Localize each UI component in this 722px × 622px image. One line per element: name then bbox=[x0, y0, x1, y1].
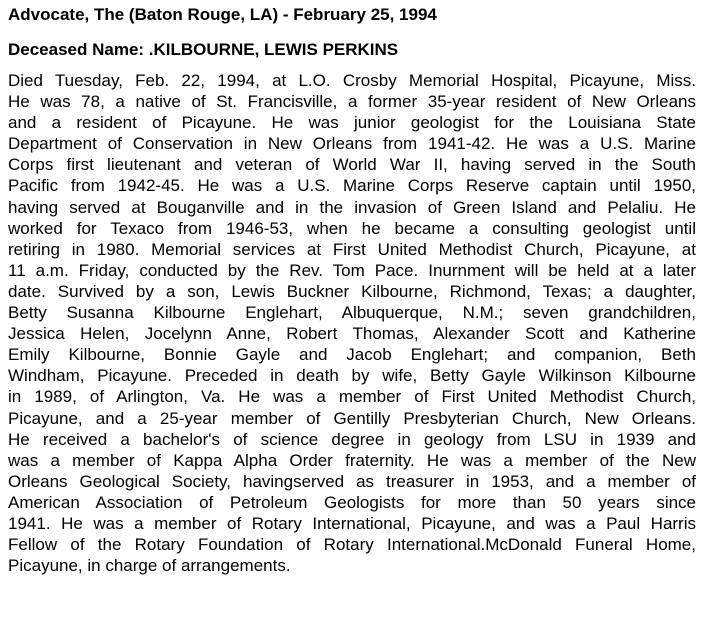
deceased-name-heading: Deceased Name: .KILBOURNE, LEWIS PERKINS bbox=[8, 40, 399, 59]
obituary-line: Jessica Helen, Jocelynn Anne, Robert Thomas, Alexander Scott and Katherine bbox=[8, 324, 696, 344]
obituary-line: He was 78, a native of St. Francisville, a former 35-year resident of New Orleans bbox=[8, 92, 696, 112]
obituary-line: Fellow of the Rotary Foundation of Rotary International.McDonald Funeral Home, bbox=[8, 535, 696, 555]
obituary-line: Betty Susanna Kilbourne Englehart, Albuquerque, N.M.; seven grandchildren, bbox=[8, 303, 696, 323]
obituary-line: Picayune, in charge of arrangements. bbox=[8, 556, 291, 576]
obituary-line: Department of Conservation in New Orleans from 1941-42. He was a U.S. Marine bbox=[8, 134, 696, 154]
obituary-line: Picayune, and a 25-year member of Gentilly Presbyterian Church, New Orleans. bbox=[8, 408, 696, 428]
obituary-line: American Association of Petroleum Geologists for more than 50 years since bbox=[8, 492, 696, 512]
obituary-line: Emily Kilbourne, Bonnie Gayle and Jacob Englehart; and companion, Beth bbox=[8, 345, 696, 365]
obituary-document bbox=[8, 2, 696, 576]
source-heading: Advocate, The (Baton Rouge, LA) - February 25, 1994 bbox=[8, 5, 437, 24]
obituary-line: Pacific from 1942-45. He was a U.S. Marine Corps Reserve captain until 1950, bbox=[8, 176, 696, 196]
obituary-line: Windham, Picayune. Preceded in death by wife, Betty Gayle Wilkinson Kilbourne bbox=[8, 366, 696, 386]
obituary-line: worked for Texaco from 1946-53, when he became a consulting geologist until bbox=[8, 218, 696, 238]
obituary-line: He received a bachelor's of science degree in geology from LSU in 1939 and bbox=[8, 429, 696, 449]
obituary-line: was a member of Kappa Alpha Order fraternity. He was a member of the New bbox=[8, 450, 696, 470]
obituary-line: Died Tuesday, Feb. 22, 1994, at L.O. Crosby Memorial Hospital, Picayune, Miss. bbox=[8, 71, 696, 90]
obituary-line: date. Survived by a son, Lewis Buckner Kilbourne, Richmond, Texas; a daughter, bbox=[8, 281, 696, 301]
obituary-line: having served at Bouganville and in the invasion of Green Island and Pelaliu. He bbox=[8, 197, 696, 217]
obituary-line: Corps first lieutenant and veteran of World War II, having served in the South bbox=[8, 155, 696, 175]
obituary-text bbox=[8, 70, 696, 576]
obituary-line: in 1989, of Arlington, Va. He was a member of First United Methodist Church, bbox=[8, 387, 696, 407]
obituary-line: retiring in 1980. Memorial services at First United Methodist Church, Picayune, at bbox=[8, 239, 696, 259]
obituary-line: 11 a.m. Friday, conducted by the Rev. Tom Pace. Inurnment will be held at a later bbox=[8, 260, 696, 280]
obituary-line: 1941. He was a member of Rotary International, Picayune, and was a Paul Harris bbox=[8, 513, 696, 533]
obituary-line: Orleans Geological Society, havingserved as treasurer in 1953, and a member of bbox=[8, 471, 696, 491]
obituary-line: and a resident of Picayune. He was junior geologist for the Louisiana State bbox=[8, 113, 696, 133]
